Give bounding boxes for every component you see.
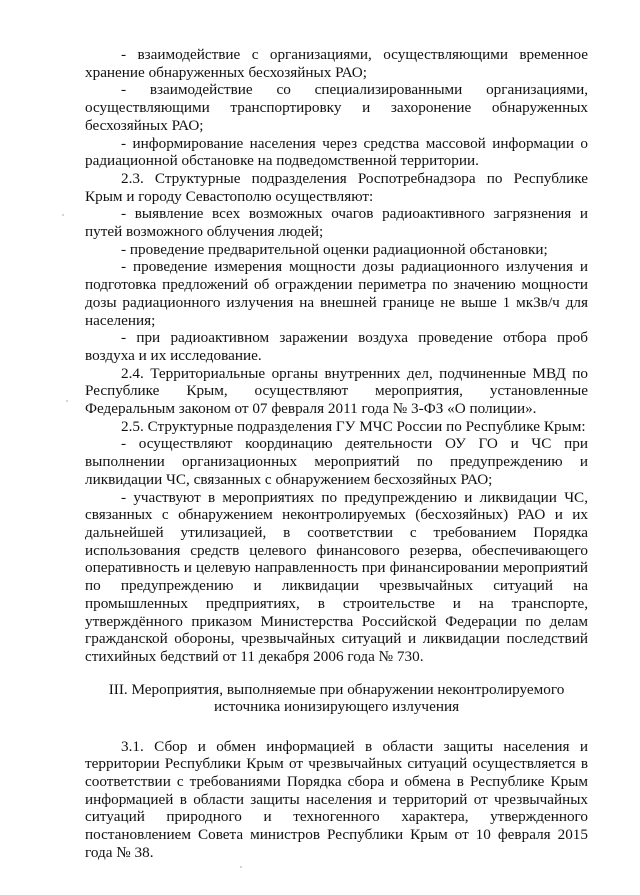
scan-speck <box>62 214 64 216</box>
paragraph-2-3: 2.3. Структурные подразделения Роспотребнадзора по Республике Крым и городу Севастополю осуществляют: <box>85 169 588 205</box>
paragraph-preliminary-assessment: - проведение предварительной оценки радиационной обстановки; <box>121 240 548 258</box>
scan-speck <box>240 866 242 868</box>
document-page <box>85 46 588 862</box>
paragraph-dose-measurement: - проведение измерения мощности дозы радиационного излучения и подготовка предложений об ограждении периметра по значению мощности дозы радиационного излучения на внешней границе не выше 1 мкЗв/ч для населения; <box>85 258 588 329</box>
paragraph-coordination: - осуществляют координацию деятельности ОУ ГО и ЧС при выполнении организационных мероприятий по предупреждению и ликвидации ЧС, связанных с обнаружением бесхозяйных РАО; <box>85 435 588 488</box>
section-heading: III. Мероприятия, выполняемые при обнаружении неконтролируемого источника ионизирующего излучения <box>108 680 565 716</box>
paragraph-interaction-storage: - взаимодействие с организациями, осуществляющими временное хранение обнаруженных бесхозяйных РАО; <box>85 46 588 81</box>
scan-speck <box>66 400 68 402</box>
paragraph-media-informing: - информирование населения через средства массовой информации о радиационной обстановке на подведомственной территории. <box>85 134 588 170</box>
paragraph-participation: - участвуют в мероприятиях по предупреждению и ликвидации ЧС, связанных с обнаружением неконтролируемых (бесхозяйных) РАО и их дальнейшей утилизацией, в соответствии с требованием Порядка использования средств целевого финансового резерва, обеспечивающего оперативность и целевую направленность при финансировании мероприятий по предупреждению и ликвидации чрезвычайных ситуаций на промышленных предприятиях, в строительстве и на транспорте, утверждённого приказом Министерства Российской Федерации по делам гражданской обороны, чрезвычайных ситуаций и ликвидации последствий стихийных бедствий от 11 декабря 2006 года № 730. <box>85 488 588 665</box>
paragraph-interaction-transport: - взаимодействие со специализированными организациями, осуществляющими транспортировку и захоронение обнаруженных бесхозяйных РАО; <box>85 81 588 134</box>
paragraph-3-1: 3.1. Сбор и обмен информацией в области защиты населения и территории Республики Крым от чрезвычайных ситуаций осуществляется в соответствии с требованиями Порядка сбора и обмена в Республике Крым информацией в области защиты населения и территорий от чрезвычайных ситуаций природного и техногенного характера, утвержденного постановлением Совета министров Республики Крым от 10 февраля 2015 года № 38. <box>85 737 588 861</box>
paragraph-2-5: 2.5. Структурные подразделения ГУ МЧС России по Республике Крым: <box>121 417 586 435</box>
paragraph-detection-sources: - выявление всех возможных очагов радиоактивного загрязнения и путей возможного облучения людей; <box>85 205 588 241</box>
paragraph-air-sampling: - при радиоактивном заражении воздуха проведение отбора проб воздуха и их исследование. <box>85 329 588 364</box>
paragraph-2-4: 2.4. Территориальные органы внутренних дел, подчиненные МВД по Республике Крым, осуществляют мероприятия, установленные Федеральным законом от 07 февраля 2011 года № 3-ФЗ «О полиции». <box>85 364 588 418</box>
